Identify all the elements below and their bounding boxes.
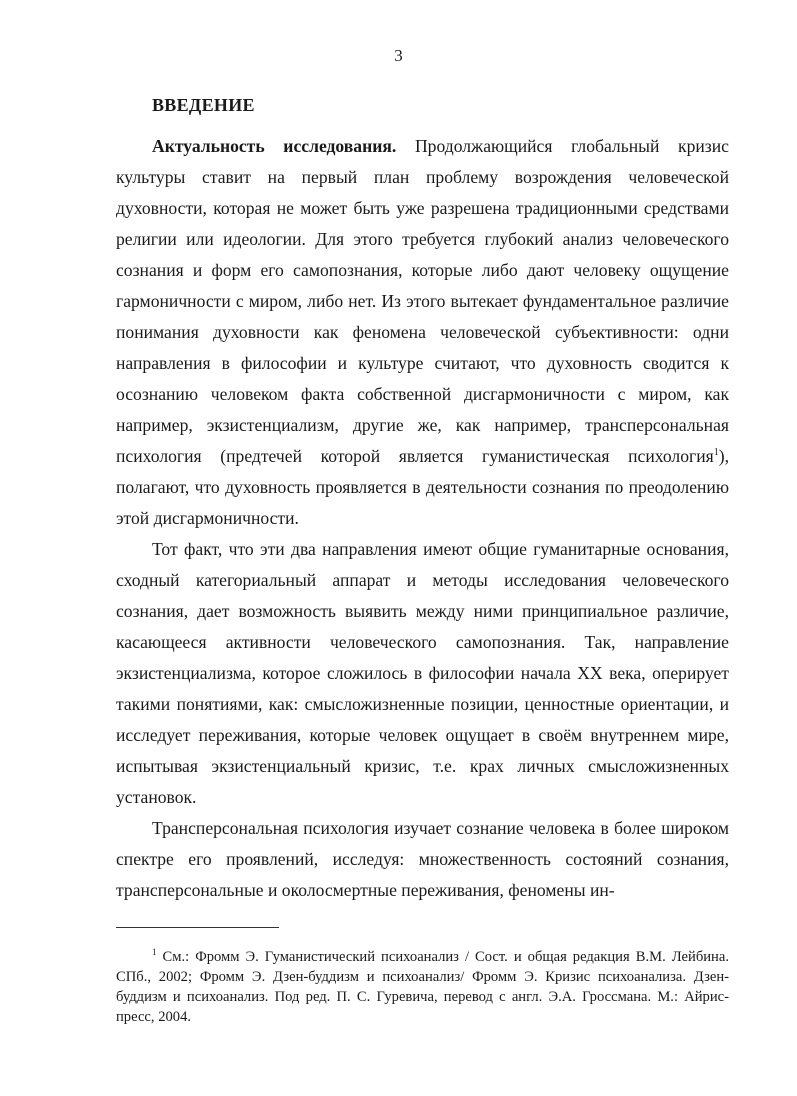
section-heading: ВВЕДЕНИЕ xyxy=(152,95,255,115)
footnote-divider xyxy=(116,927,279,928)
paragraph-text: ), полагают, что духовность проявляется в деятельности сознания по преодолению этой дисгармоничности. xyxy=(116,446,729,528)
footnote xyxy=(116,947,729,1027)
paragraph-transpersonal: Трансперсональная психология изучает сознание человека в более широком спектре его проявлений, исследуя: множественность состояний сознания, трансперсональные и околосмертные переживания, феномены ин- xyxy=(116,818,729,900)
paragraph-lead: Актуальность исследования. xyxy=(152,136,397,156)
page-number: 3 xyxy=(394,46,403,65)
paragraph-relevance xyxy=(116,131,729,534)
footnote-reference: 1 xyxy=(713,447,719,459)
paragraph-two-directions: Тот факт, что эти два направления имеют общие гуманитарные основания, сходный категориальный аппарат и методы исследования человеческого сознания, дает возможность выявить между ними принципиальное различие, касающееся активности человеческого самопознания. Так, направление экзистенциализма, которое сложилось в философии начала XX века, оперирует такими понятиями, как: смысложизненные позиции, ценностные ориентации, и исследует переживания, которые человек ощущает в своём внутреннем мире, испытывая экзистенциальный кризис, т.е. крах личных смысложизненных установок. xyxy=(116,539,729,807)
body-text xyxy=(116,131,729,906)
footnote-marker: 1 xyxy=(152,947,157,958)
footnote-text: См.: Фромм Э. Гуманистический психоанализ / Сост. и общая редакция В.М. Лейбина. СПб., 2002; Фромм Э. Дзен-буддизм и психоанализ/ Фромм Э. Кризис психоанализа. Дзен-буддизм и психоанализ. Под ред. П. С. Гуревича, перевод с англ. Э.А. Гроссмана. М.: Айрис-пресс, 2004. xyxy=(116,949,729,1025)
paragraph-text: Продолжающийся глобальный кризис культуры ставит на первый план проблему возрождения человеческой духовности, которая не может быть уже разрешена традиционными средствами религии или идеологии. Для этого требуется глубокий анализ человеческого сознания и форм его самопознания, которые либо дают человеку ощущение гармоничности с миром, либо нет. Из этого вытекает фундаментальное различие понимания духовности как феномена человеческой субъективности: одни направления в философии и культуре считают, что духовность сводится к осознанию человеком факта собственной дисгармоничности с миром, как например, экзистенциализм, другие же, как например, трансперсональная психология (предтечей которой является гуманистическая психология xyxy=(116,136,729,466)
